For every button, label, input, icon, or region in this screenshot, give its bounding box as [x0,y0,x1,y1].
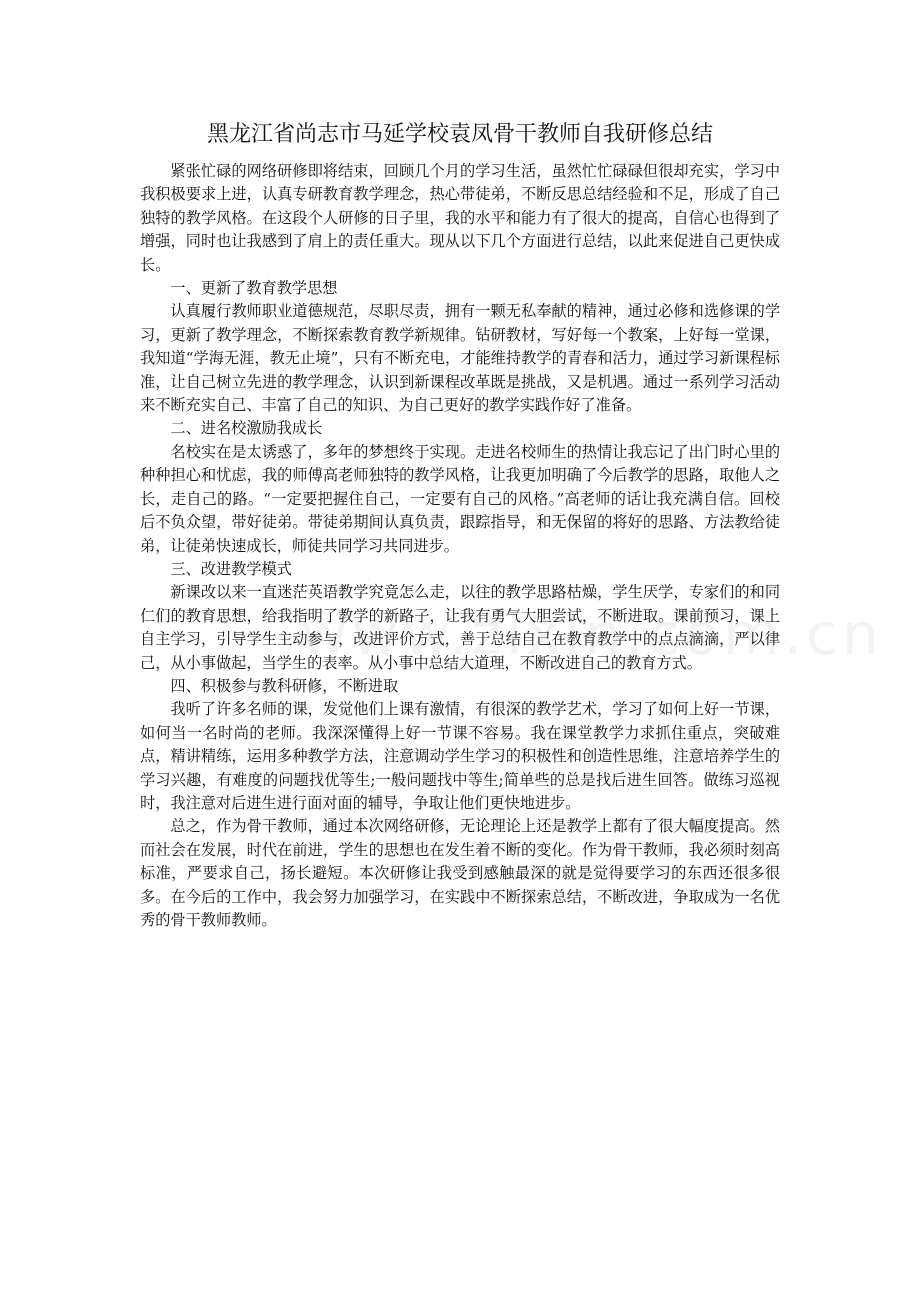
document-body [140,160,780,932]
section-heading-1: 一、更新了教育教学思想 [170,279,338,298]
page-title: 黑龙江省尚志市马延学校袁凤骨干教师自我研修总结 [206,122,713,147]
section-body-3: 新课改以来一直迷茫英语教学究竟怎么走，以往的教学思路枯燥，学生厌学，专家们的和同仁们的教育思想，给我指明了教学的新路子，让我有勇气大胆尝试，不断进取。课前预习，课上自主学习，引导学生主动参与，改进评价方式，善于总结自己在教育教学中的点点滴滴，严以律己，从小事做起，当学生的表率。从小事中总结大道理，不断改进自己的教育方式。 [140,583,780,672]
conclusion-paragraph: 总之，作为骨干教师，通过本次网络研修，无论理论上还是教学上都有了很大幅度提高。然而社会在发展，时代在前进，学生的思想也在发生着不断的变化。作为骨干教师，我必须时刻高标准，严要求自己，扬长避短。本次研修让我受到感触最深的就是觉得要学习的东西还很多很多。在今后的工作中，我会努力加强学习，在实践中不断探索总结，不断改进，争取成为一名优秀的骨干教师教师。 [140,817,780,929]
section-body-4: 我听了许多名师的课，发觉他们上课有激情，有很深的教学艺术，学习了如何上好一节课，如何当一名时尚的老师。我深深懂得上好一节课不容易。我在课堂教学力求抓住重点，突破难点，精讲精练，运用多种教学方法，注意调动学生学习的积极性和创造性思维，注意培养学生的学习兴趣，有难度的问题找优等生;一般问题找中等生;简单些的总是找后进生回答。做练习巡视时，我注意对后进生进行面对面的辅导，争取让他们更快地进步。 [140,700,780,812]
section-body-2: 名校实在是太诱惑了，多年的梦想终于实现。走进名校师生的热情让我忘记了出门时心里的种种担心和忧虑，我的师傅高老师独特的教学风格，让我更加明确了今后教学的思路，取他人之长，走自己的路。“一定要把握住自己，一定要有自己的风格。”高老师的话让我充满自信。回校后不负众望，带好徒弟。带徒弟期间认真负责，跟踪指导，和无保留的将好的思路、方法教给徒弟，让徒弟快速成长，师徒共同学习共同进步。 [140,442,780,555]
section-heading-3: 三、改进教学模式 [170,559,292,578]
section-body-1: 认真履行教师职业道德规范，尽职尽责，拥有一颗无私奉献的精神，通过必修和选修课的学习，更新了教学理念，不断探索教育教学新规律。钻研教材，写好每一个教案，上好每一堂课，我知道“学海无涯，教无止境”，只有不断充电，才能维持教学的青春和活力，通过学习新课程标准，让自己树立先进的教学理念，认识到新课程改革既是挑战，又是机遇。通过一系列学习活动来不断充实自己、丰富了自己的知识、为自己更好的教学实践作好了准备。 [140,302,780,415]
intro-paragraph: 紧张忙碌的网络研修即将结束，回顾几个月的学习生活，虽然忙忙碌碌但很却充实，学习中我积极要求上进，认真专研教育教学理念，热心带徒弟，不断反思总结经验和不足，形成了自己独特的教学风格。在这段个人研修的日子里，我的水平和能力有了很大的提高，自信心也得到了增强，同时也让我感到了肩上的责任重大。现从以下几个方面进行总结，以此来促进自己更快成长。 [140,162,780,274]
section-heading-2: 二、进名校激励我成长 [170,419,323,438]
section-heading-4: 四、积极参与教科研修，不断进取 [170,676,399,695]
